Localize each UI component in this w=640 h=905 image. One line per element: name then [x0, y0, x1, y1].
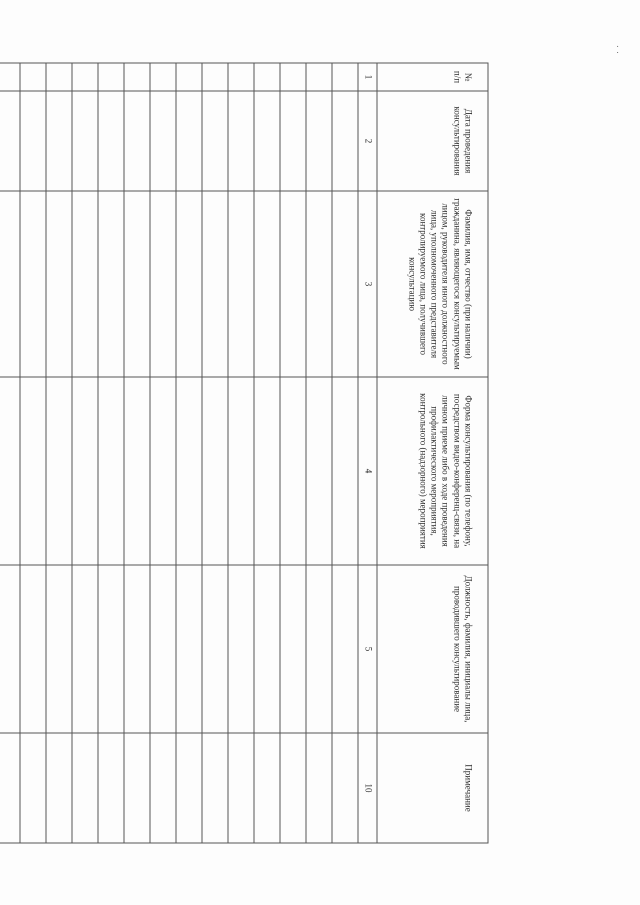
table-cell: [0, 733, 20, 843]
table-cell: [306, 191, 332, 377]
table-cell: [46, 565, 72, 733]
table-row: [254, 63, 280, 843]
table-cell: [124, 63, 150, 91]
table-cell: [150, 63, 176, 91]
table-cell: [254, 91, 280, 191]
column-number: 3: [358, 191, 377, 377]
column-number: 10: [358, 733, 377, 843]
rotated-sheet: [0, 63, 489, 843]
table-cell: [72, 63, 98, 91]
column-number: 2: [358, 91, 377, 191]
table-cell: [150, 377, 176, 565]
table-row: [72, 63, 98, 843]
table-cell: [202, 63, 228, 91]
table-cell: [280, 377, 306, 565]
table-cell: [98, 377, 124, 565]
table-cell: [0, 191, 20, 377]
table-cell: [332, 63, 358, 91]
table-cell: [98, 91, 124, 191]
table-cell: [98, 733, 124, 843]
table-cell: [332, 733, 358, 843]
table-cell: [332, 191, 358, 377]
table-cell: [176, 191, 202, 377]
table-cell: [46, 377, 72, 565]
table-cell: [254, 191, 280, 377]
table-cell: [124, 565, 150, 733]
table-cell: [306, 377, 332, 565]
table-cell: [98, 191, 124, 377]
table-row: [20, 63, 46, 843]
table-cell: [280, 191, 306, 377]
table-cell: [20, 91, 46, 191]
table-cell: [332, 565, 358, 733]
table-row: [332, 63, 358, 843]
table-row: [46, 63, 72, 843]
table-row: [124, 63, 150, 843]
table-cell: [150, 191, 176, 377]
table-cell: [202, 565, 228, 733]
column-number: 5: [358, 565, 377, 733]
table-cell: [280, 63, 306, 91]
table-cell: [72, 91, 98, 191]
table-cell: [228, 91, 254, 191]
table-cell: [228, 565, 254, 733]
table-cell: [20, 63, 46, 91]
column-number-row: [358, 63, 377, 843]
table-cell: [176, 91, 202, 191]
table-cell: [20, 377, 46, 565]
table-cell: [0, 91, 20, 191]
header-cell-number: № п/п: [377, 63, 488, 91]
table-cell: [150, 733, 176, 843]
table-cell: [124, 191, 150, 377]
table-row: [98, 63, 124, 843]
table-cell: [254, 63, 280, 91]
table-cell: [280, 565, 306, 733]
table-cell: [176, 63, 202, 91]
header-cell-official: Должность, фамилия, инициалы лица, проводившего консультирование: [377, 565, 488, 733]
table-cell: [124, 733, 150, 843]
table-row: [280, 63, 306, 843]
table-cell: [72, 565, 98, 733]
consultation-register-table: [0, 63, 489, 844]
table-cell: [254, 377, 280, 565]
header-cell-date: Дата проведения консультирования: [377, 91, 488, 191]
table-cell: [280, 733, 306, 843]
table-cell: [280, 91, 306, 191]
table-cell: [150, 565, 176, 733]
table-cell: [0, 377, 20, 565]
table-body: [0, 63, 358, 843]
table-cell: [228, 377, 254, 565]
table-cell: [176, 565, 202, 733]
table-cell: [332, 377, 358, 565]
table-cell: [254, 565, 280, 733]
header-cell-form: Форма консультирования (по телефону, посредством видео-конференц-связи, на личном приеме либо в ходе проведения профилактического мероприятия, контрольного (надзорного) мероприятия: [377, 377, 488, 565]
table-row: [150, 63, 176, 843]
table-cell: [332, 91, 358, 191]
table-cell: [306, 63, 332, 91]
table-cell: [46, 91, 72, 191]
header-cell-note: Примечание: [377, 733, 488, 843]
margin-mark: · ·: [611, 44, 623, 55]
header-cell-person: Фамилия, имя, отчество (при наличии) гражданина, являющегося консультируемым лицом, руководителя иного должностного лица, уполномоченного представителя контролируемого лица, получившего консультацию: [377, 191, 488, 377]
table-cell: [46, 63, 72, 91]
table-cell: [150, 91, 176, 191]
table-row: [306, 63, 332, 843]
table-cell: [202, 91, 228, 191]
table-cell: [72, 191, 98, 377]
table-cell: [202, 377, 228, 565]
table-cell: [228, 733, 254, 843]
table-cell: [98, 63, 124, 91]
header-row: [377, 63, 488, 843]
column-number: 4: [358, 377, 377, 565]
table-cell: [0, 63, 20, 91]
table-cell: [20, 565, 46, 733]
table-cell: [176, 377, 202, 565]
column-number: 1: [358, 63, 377, 91]
table-cell: [0, 565, 20, 733]
table-cell: [98, 565, 124, 733]
table-cell: [46, 733, 72, 843]
table-row: [202, 63, 228, 843]
table-cell: [306, 565, 332, 733]
table-cell: [202, 191, 228, 377]
table-cell: [20, 733, 46, 843]
table-cell: [124, 377, 150, 565]
table-row: [0, 63, 20, 843]
table-cell: [176, 733, 202, 843]
table-cell: [72, 733, 98, 843]
table-cell: [20, 191, 46, 377]
table-cell: [202, 733, 228, 843]
table-cell: [228, 63, 254, 91]
table-row: [176, 63, 202, 843]
table-cell: [306, 733, 332, 843]
table-cell: [254, 733, 280, 843]
table-cell: [46, 191, 72, 377]
table-cell: [228, 191, 254, 377]
table-cell: [306, 91, 332, 191]
table-cell: [72, 377, 98, 565]
table-row: [228, 63, 254, 843]
table-cell: [124, 91, 150, 191]
